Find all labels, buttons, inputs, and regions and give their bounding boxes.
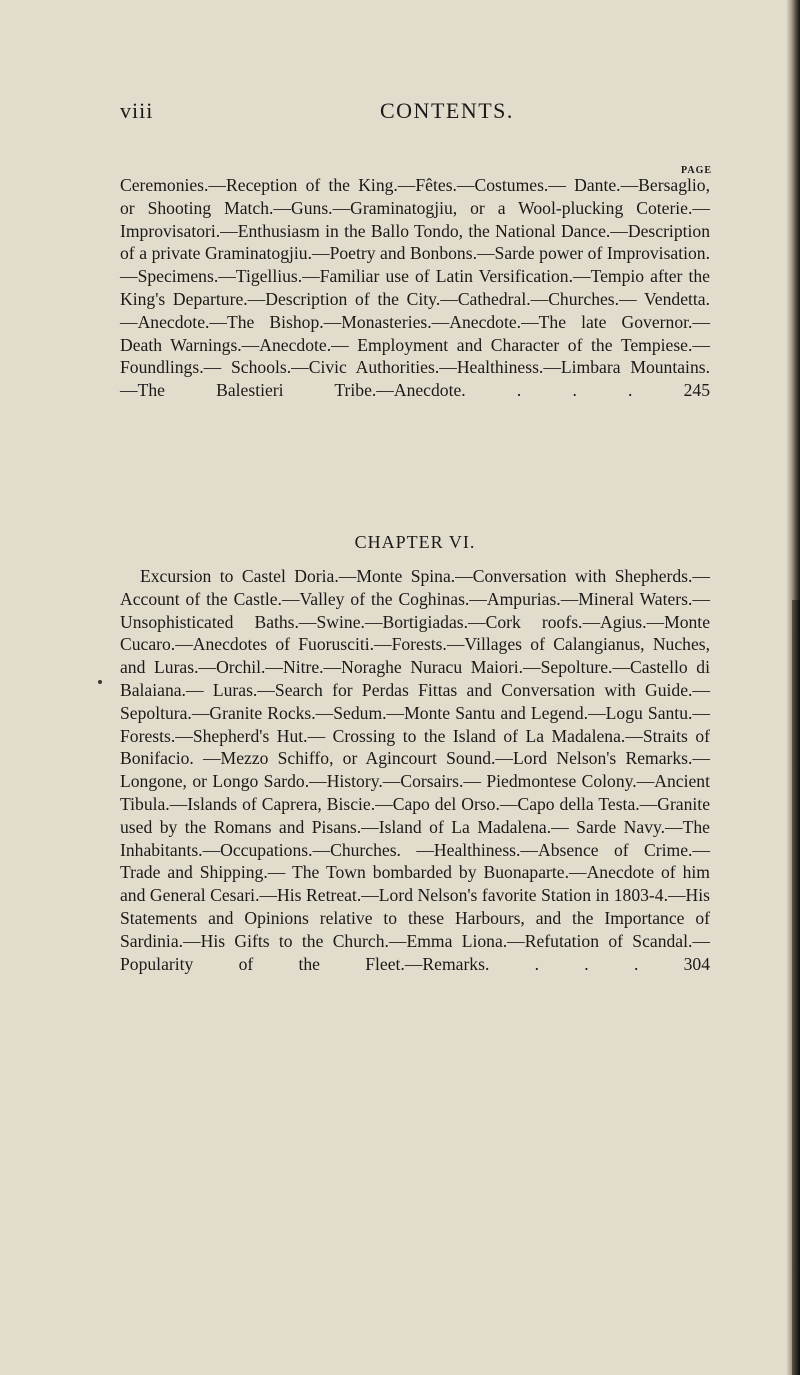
- dot-leader: . . .: [534, 953, 639, 974]
- page-folio: viii: [120, 98, 154, 123]
- chapter-heading: CHAPTER VI.: [354, 532, 476, 552]
- running-head: [120, 98, 720, 128]
- page-binding-shadow: [792, 600, 800, 1375]
- running-title: CONTENTS.: [380, 98, 514, 123]
- contents-entry-chapter-6: [120, 565, 710, 975]
- entry-page-number: 245: [683, 380, 710, 401]
- dot-leader: . . .: [516, 380, 633, 401]
- contents-entry-chapter-5: [120, 174, 710, 402]
- entry-summary: Excursion to Castel Doria.—Monte Spina.—Conversation with Shepherds.—Account of the Castle.—Valley of the Coghinas.—Ampurias.—Mineral Waters.—Unsophisticated Baths.—Swine.—Bortigiadas.—Cork roofs.—Agius.—Monte Cucaro.—Anecdotes of Fuorusciti.—Forests.—Villages of Calangianus, Nuches, and Luras.—Orchil.—Nitre.—Noraghe Nuracu Maiori.—Sepolture.—Castello di Balaiana.— Luras.—Search for Perdas Fittas and Conversation with Guide.—Sepoltura.—Granite Rocks.—Sedum.—Monte Santu and Legend.—Logu Santu.—Forests.—Shepherd's Hut.— Crossing to the Island of La Madalena.—Straits of Bonifacio. —Mezzo Schiffo, or Agincourt Sound.—Lord Nelson's Remarks.—Longone, or Longo Sardo.—History.—Corsairs.— Piedmontese Colony.—Ancient Tibula.—Islands of Caprera, Biscie.—Capo del Orso.—Capo della Testa.—Granite used by the Romans and Pisans.—Island of La Madalena.— Sarde Navy.—The Inhabitants.—Occupations.—Churches. —Healthiness.—Absence of Crime.—Trade and Shipping.— The Town bombarded by Buonaparte.—Anecdote of him and General Cesari.—His Retreat.—Lord Nelson's favorite Station in 1803-4.—His Statements and Opinions relative to these Harbours, and the Importance of Sardinia.—His Gifts to the Church.—Emma Liona.—Refutation of Scandal.— Popularity of the Fleet.—Remarks.: [120, 566, 710, 974]
- entry-summary: Ceremonies.—Reception of the King.—Fêtes.—Costumes.— Dante.—Bersaglio, or Shooting Match.—Guns.—Graminatogjiu, or a Wool-plucking Coterie.—Improvisatori.—Enthusiasm in the Ballo Tondo, the National Dance.—Description of a private Graminatogjiu.—Poetry and Bonbons.—Sarde power of Improvisation.—Specimens.—Tigellius.—Familiar use of Latin Versification.—Tempio after the King's Departure.—Description of the City.—Cathedral.—Churches.— Vendetta.—Anecdote.—The Bishop.—Monasteries.—Anecdote.—The late Governor.—Death Warnings.—Anecdote.— Employment and Character of the Tempiese.—Foundlings.— Schools.—Civic Authorities.—Healthiness.—Limbara Mountains.—The Balestieri Tribe.—Anecdote.: [120, 175, 710, 401]
- entry-page-number: 304: [683, 953, 710, 974]
- page-column-label: PAGE: [681, 165, 713, 176]
- ink-speck: [98, 680, 102, 684]
